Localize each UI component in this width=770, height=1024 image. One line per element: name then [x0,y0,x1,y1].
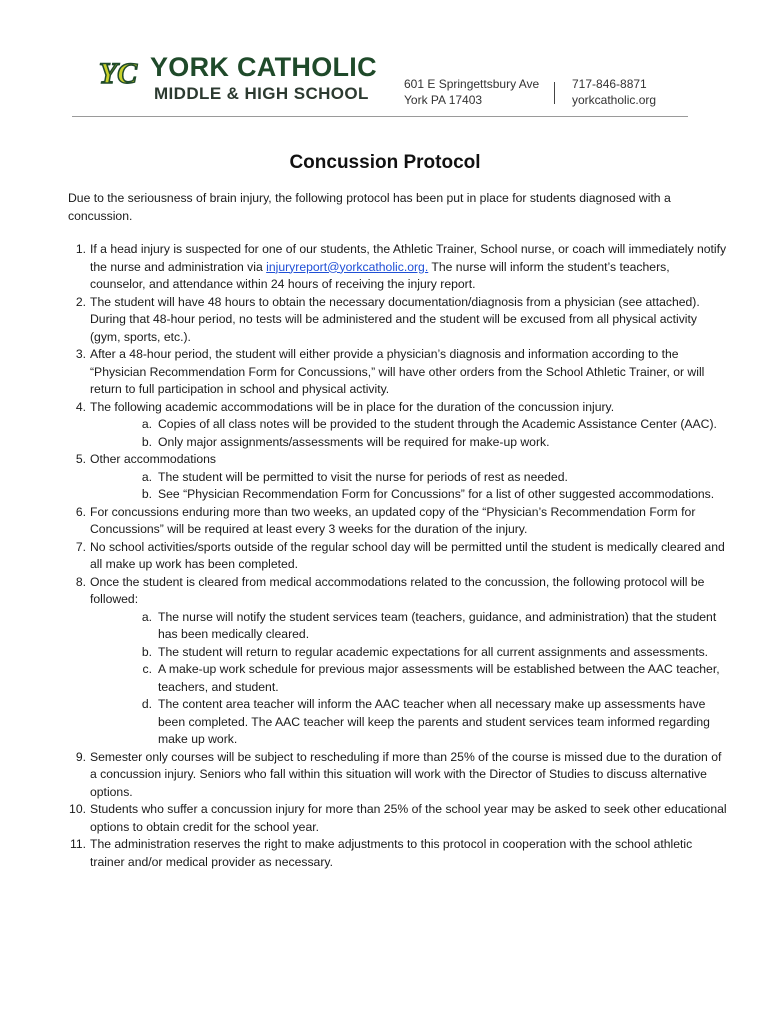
protocol-item [68,539,728,574]
header-separator [554,82,555,104]
item-text: Students who suffer a concussion injury for more than 25% of the school year may be asked to seek other educational options to obtain credit for the school year. [90,802,727,834]
item-number: 8. [75,574,86,589]
item-text: Once the student is cleared from medical accommodations related to the concussion, the following protocol will be followed: [90,574,705,606]
website-link[interactable]: yorkcatholic.org [572,93,657,107]
sub-item [90,434,728,452]
item-number: 4. [75,399,86,414]
protocol-item [68,294,728,347]
sub-item [90,416,728,434]
item-number: 2. [75,294,86,309]
sub-list [90,609,728,749]
sub-item-letter: a. [141,469,152,484]
protocol-item [68,451,728,504]
item-number: 9. [75,749,86,764]
item-text: Other accommodations [90,452,216,466]
sub-item-letter: b. [141,487,152,501]
item-number: 10. [69,802,86,816]
logo-text: YC [98,57,138,90]
sub-item [90,696,728,749]
school-logo-icon [90,52,146,92]
address [404,76,539,108]
item-text: The administration reserves the right to make adjustments to this protocol in cooperation with the school athletic trainer and/or medical provider as necessary. [90,837,693,869]
item-text: The student will have 48 hours to obtain the necessary documentation/diagnosis from a physician (see attached). During that 48-hour period, no tests will be administered and the student will be excused from all physical activity (gym, sports, etc.). [90,294,700,344]
sub-item-letter: a. [141,417,152,431]
item-number: 7. [75,539,86,554]
sub-item-letter: b. [141,644,152,659]
address-line-2: York PA 17403 [404,93,483,107]
header-rule [72,116,688,117]
injury-report-email-link[interactable]: injuryreport@yorkcatholic.org. [266,259,429,274]
item-number: 11. [69,837,86,851]
sub-item [90,661,728,696]
address-line-1: 601 E Springettsbury Ave [404,77,540,91]
sub-item [90,486,728,504]
sub-list [90,416,728,451]
item-text: Semester only courses will be subject to rescheduling if more than 25% of the course is missed due to the duration of a concussion injury. Seniors who fall within this situation will work with the Director of Studies to discuss alternative options. [90,749,722,799]
item-text: For concussions enduring more than two weeks, an updated copy of the “Physician’s Recommendation Form for Concussions” will be required at least every 3 weeks for the duration of the injury. [90,504,696,536]
protocol-item [68,399,728,452]
protocol-item [68,346,728,399]
protocol-item [68,241,728,294]
phone-number: 717-846-8871 [572,77,647,91]
protocol-item [68,504,728,539]
item-text: No school activities/sports outside of the regular school day will be permitted until the student is medically cleared and all make up work has been completed. [90,539,725,571]
sub-item-text: Copies of all class notes will be provided to the student through the Academic Assistance Center (AAC). [158,417,717,431]
protocol-item [68,574,728,749]
sub-item-letter: b. [141,434,152,449]
letterhead [0,0,770,120]
item-text-before-link: If a head injury is suspected for one of our students, the Athletic Trainer, School nurse, or coach will immediately notify the nurse and administration via [90,242,727,274]
sub-item-text: A make-up work schedule for previous major assessments will be established between the AAC teacher, teachers, and student. [158,662,720,694]
school-name: YORK CATHOLIC [150,52,377,82]
protocol-item [68,801,728,836]
school-subtitle: MIDDLE & HIGH SCHOOL [154,84,369,103]
sub-item-text: The content area teacher will inform the AAC teacher when all necessary make up assessments have been completed. The AAC teacher will keep the parents and student services team informed regarding make up work. [158,697,710,746]
sub-item [90,609,728,644]
intro-paragraph: Due to the seriousness of brain injury, the following protocol has been put in place for students diagnosed with a concussion. [68,191,671,223]
sub-item-text: Only major assignments/assessments will be required for make-up work. [158,434,550,449]
sub-item [90,469,728,487]
item-text-after-link: The nurse will inform the student’s teachers, counselor, and attendance within 24 hours of receiving the injury report. [90,259,670,291]
sub-item-text: The nurse will notify the student services team (teachers, guidance, and administration) that the student has been medically cleared. [158,609,717,641]
sub-list [90,469,728,504]
sub-item-letter: c. [142,662,152,676]
sub-item-text: See “Physician Recommendation Form for Concussions” for a list of other suggested accommodations. [158,487,715,501]
document-body [68,190,728,871]
page-title: Concussion Protocol [289,152,481,173]
item-text [90,242,726,291]
protocol-item [68,836,728,871]
item-number: 5. [75,452,86,466]
item-text: After a 48-hour period, the student will either provide a physician’s diagnosis and information according to the “Physician Recommendation Form for Concussions,” will have other orders from the School Athletic Trainer, or will return to full participation in school and physical activity. [90,347,705,396]
item-number: 1. [75,242,86,256]
sub-item-text: The student will be permitted to visit the nurse for periods of rest as needed. [158,469,568,484]
contact-info [572,76,656,108]
protocol-list [68,241,728,871]
item-number: 6. [75,504,86,519]
item-text: The following academic accommodations will be in place for the duration of the concussion injury. [90,399,615,414]
item-number: 3. [75,347,86,361]
sub-item [90,644,728,662]
sub-item-letter: a. [141,609,152,624]
sub-item-letter: d. [141,697,152,711]
protocol-item [68,749,728,802]
sub-item-text: The student will return to regular academic expectations for all current assignments and assessments. [158,644,709,659]
